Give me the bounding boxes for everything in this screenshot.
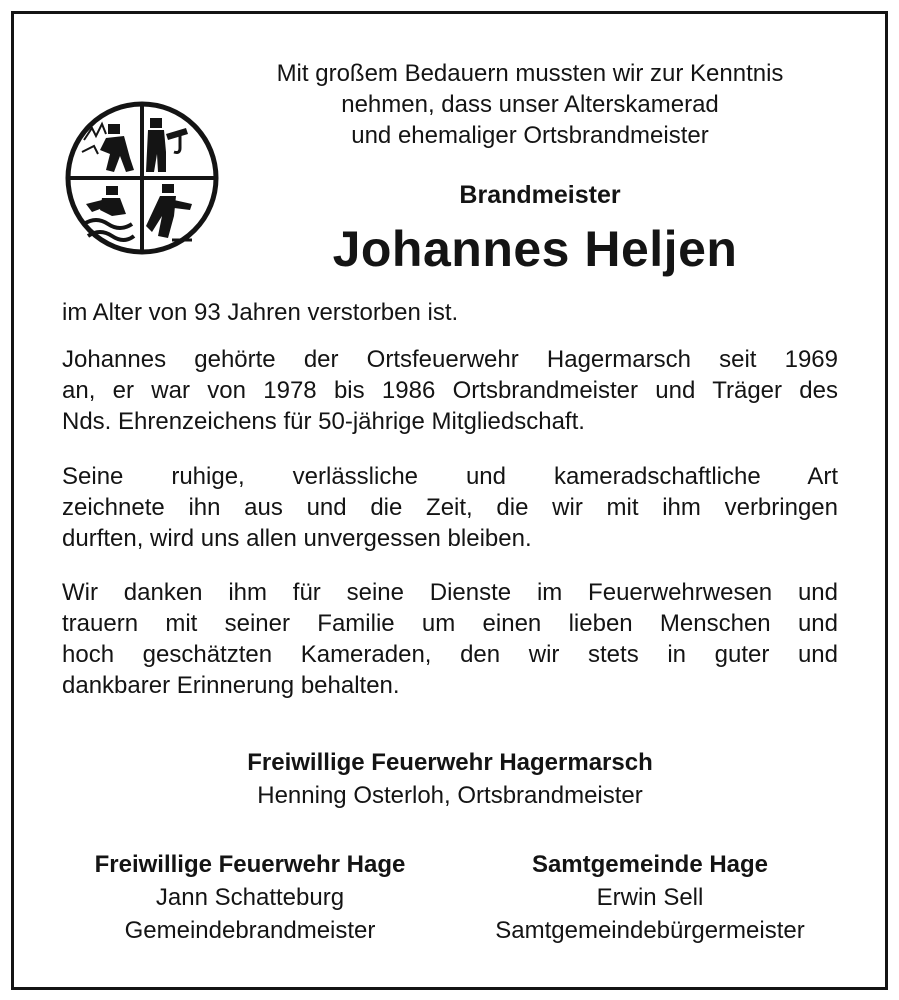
signature-right-org: Samtgemeinde Hage <box>531 851 769 878</box>
signature-right-role: Samtgemeindebürgermeister <box>495 917 805 944</box>
deceased-name: Johannes Heljen <box>332 221 738 277</box>
signature-right <box>450 848 850 947</box>
intro-line-3: und ehemaliger Ortsbrandmeister <box>351 122 709 149</box>
paragraph-line: hoch geschätzten Kameraden, den wir stets in guter und <box>62 641 838 668</box>
paragraph-line: dankbarer Erinnerung behalten. <box>62 672 400 699</box>
intro-line-2: nehmen, dass unser Alterskamerad <box>341 91 719 118</box>
deceased-rank: Brandmeister <box>459 181 621 209</box>
paragraph-line: Johannes gehörte der Ortsfeuerwehr Hagermarsch seit 1969 <box>62 346 838 373</box>
paragraph-character <box>62 461 838 554</box>
paragraph-line: Wir danken ihm für seine Dienste im Feuerwehrwesen und <box>62 579 838 606</box>
signature-main <box>150 746 750 812</box>
signature-left-org: Freiwillige Feuerwehr Hage <box>94 851 406 878</box>
paragraph-gratitude <box>62 577 838 701</box>
signature-left-role: Gemeindebrandmeister <box>124 917 376 944</box>
signature-left <box>40 848 460 947</box>
paragraph-line: Nds. Ehrenzeichens für 50-jährige Mitgliedschaft. <box>62 408 585 435</box>
intro-line-1: Mit großem Bedauern mussten wir zur Kenntnis <box>276 60 784 87</box>
paragraph-line: durften, wird uns allen unvergessen bleiben. <box>62 525 532 552</box>
paragraph-line: zeichnete ihn aus und die Zeit, die wir mit ihm verbringen <box>62 494 838 521</box>
fire-brigade-emblem-icon <box>62 100 222 256</box>
age-line: im Alter von 93 Jahren verstorben ist. <box>62 299 459 326</box>
signature-main-org: Freiwillige Feuerwehr Hagermarsch <box>247 749 653 776</box>
paragraph-line: Seine ruhige, verlässliche und kameradschaftliche Art <box>62 463 838 490</box>
paragraph-membership <box>62 344 838 437</box>
paragraph-line: an, er war von 1978 bis 1986 Ortsbrandmeister und Träger des <box>62 377 838 404</box>
signature-main-person: Henning Osterloh, Ortsbrandmeister <box>257 782 643 809</box>
signature-right-person: Erwin Sell <box>596 884 704 911</box>
signature-left-person: Jann Schatteburg <box>155 884 345 911</box>
paragraph-line: trauern mit seiner Familie um einen lieben Menschen und <box>62 610 838 637</box>
